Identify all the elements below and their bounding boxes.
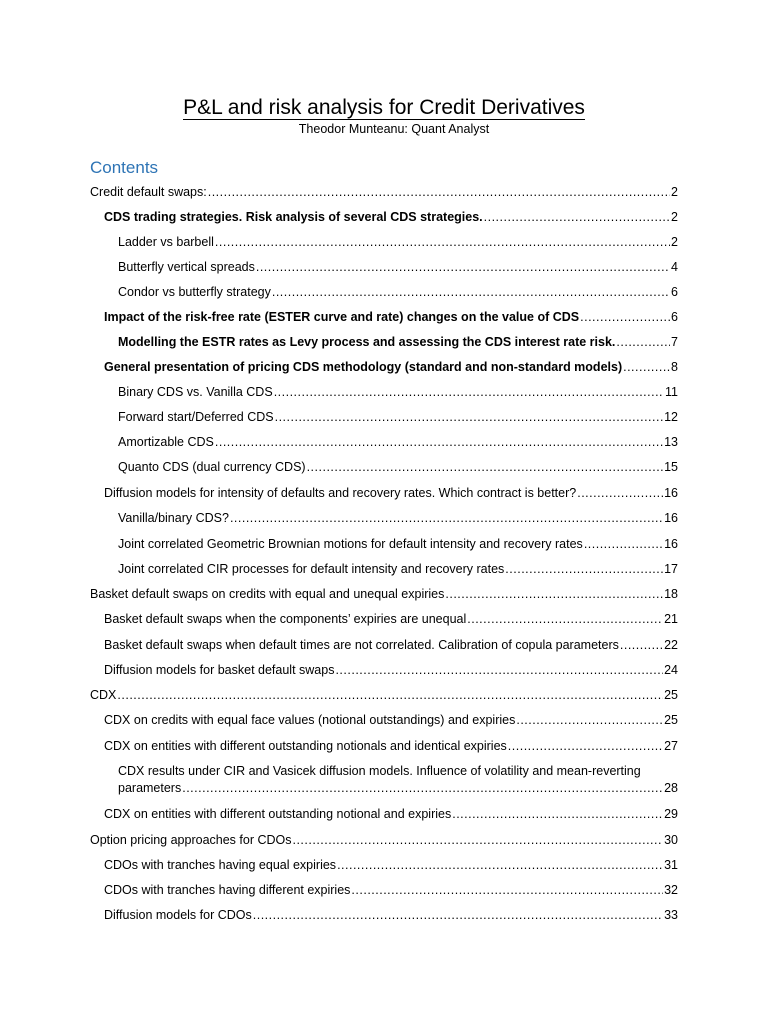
toc-leader-dots: [208, 184, 670, 201]
toc-leader-dots: [452, 806, 663, 823]
toc-leader-dots: [616, 334, 670, 351]
toc-entry[interactable]: [118, 459, 678, 476]
toc-entry[interactable]: [118, 284, 678, 301]
toc-leader-dots: [623, 359, 670, 376]
toc-leader-dots: [577, 485, 663, 502]
toc-entry[interactable]: [90, 687, 678, 704]
toc-leader-dots: [620, 637, 663, 654]
toc-leader-dots: [215, 434, 663, 451]
toc-entry-label: Diffusion models for intensity of defaults and recovery rates. Which contract is better?: [104, 486, 577, 500]
toc-leader-dots: [335, 662, 663, 679]
toc-leader-dots: [292, 832, 663, 849]
toc-leader-dots: [117, 687, 663, 704]
toc-page-number: 16: [664, 511, 678, 525]
toc-entry[interactable]: [118, 561, 678, 578]
toc-leader-dots: [274, 384, 664, 401]
toc-entry[interactable]: [104, 359, 678, 376]
toc-entry[interactable]: [104, 637, 678, 654]
toc-leader-dots: [275, 409, 663, 426]
toc-entry[interactable]: [90, 586, 678, 603]
toc-page-number: 13: [664, 435, 678, 449]
toc-entry-label: General presentation of pricing CDS methodology (standard and non-standard models): [104, 360, 623, 374]
toc-entry-label: Joint correlated CIR processes for default intensity and recovery rates: [118, 562, 505, 576]
toc-entry-label: Butterfly vertical spreads: [118, 260, 255, 274]
toc-page-number: 16: [664, 537, 678, 551]
toc-page-number: 31: [664, 858, 678, 872]
toc-leader-dots: [508, 738, 663, 755]
toc-page-number: 25: [664, 713, 678, 727]
toc-page-number: 33: [664, 908, 678, 922]
toc-leader-dots: [272, 284, 670, 301]
toc-leader-dots: [215, 234, 670, 251]
toc-entry[interactable]: [90, 832, 678, 849]
toc-entry[interactable]: [118, 334, 678, 351]
toc-page-number: 7: [671, 335, 678, 349]
toc-leader-dots: [337, 857, 663, 874]
toc-leader-dots: [516, 712, 663, 729]
toc-entry[interactable]: [104, 309, 678, 326]
toc-entry-wrapped-line[interactable]: CDX results under CIR and Vasicek diffusion models. Influence of volatility and mean-reverting: [118, 764, 641, 778]
toc-entry[interactable]: [104, 712, 678, 729]
toc-entry[interactable]: [118, 536, 678, 553]
toc-entry-label: CDOs with tranches having equal expiries: [104, 858, 337, 872]
toc-entry[interactable]: [104, 907, 678, 924]
toc-entry-label: Joint correlated Geometric Brownian motions for default intensity and recovery rates: [118, 537, 583, 551]
toc-entry-label: Condor vs butterfly strategy: [118, 285, 271, 299]
toc-page-number: 24: [664, 663, 678, 677]
toc-entry-label: Modelling the ESTR rates as Levy process and assessing the CDS interest rate risk.: [118, 335, 616, 349]
toc-leader-dots: [351, 882, 663, 899]
toc-entry-label: Binary CDS vs. Vanilla CDS: [118, 385, 273, 399]
toc-page-number: 12: [664, 410, 678, 424]
document-title: [0, 95, 768, 121]
toc-leader-dots: [307, 459, 664, 476]
toc-entry-label: CDX on entities with different outstanding notional and expiries: [104, 807, 452, 821]
toc-entry[interactable]: [104, 738, 678, 755]
toc-leader-dots: [467, 611, 663, 628]
toc-page-number: 25: [664, 688, 678, 702]
toc-page-number: 2: [671, 235, 678, 249]
document-author: Theodor Munteanu: Quant Analyst: [298, 122, 490, 136]
toc-leader-dots: [182, 780, 663, 797]
toc-page-number: 4: [671, 260, 678, 274]
toc-entry-label: Credit default swaps:: [90, 185, 207, 199]
toc-entry[interactable]: [104, 857, 678, 874]
toc-page-number: 11: [665, 385, 678, 399]
toc-entry[interactable]: [118, 384, 678, 401]
toc-entry[interactable]: [104, 611, 678, 628]
toc-entry[interactable]: [118, 434, 678, 451]
toc-page-number: 32: [664, 883, 678, 897]
toc-entry[interactable]: [104, 209, 678, 226]
toc-entry-label: Basket default swaps when default times are not correlated. Calibration of copula parameters: [104, 638, 619, 652]
toc-entry[interactable]: [118, 510, 678, 527]
toc-entry-label: Ladder vs barbell: [118, 235, 214, 249]
toc-entry[interactable]: [104, 882, 678, 899]
toc-leader-dots: [230, 510, 663, 527]
toc-page-number: 6: [671, 285, 678, 299]
toc-page-number: 29: [664, 807, 678, 821]
toc-leader-dots: [253, 907, 663, 924]
toc-entry-label: Option pricing approaches for CDOs: [90, 833, 292, 847]
contents-heading: Contents: [90, 158, 159, 177]
toc-entry-label: CDX on credits with equal face values (notional outstandings) and expiries: [104, 713, 516, 727]
toc-entry-label: Vanilla/binary CDS?: [118, 511, 229, 525]
toc-page-number: 18: [664, 587, 678, 601]
toc-entry-label: Basket default swaps when the components’ expiries are unequal: [104, 612, 467, 626]
toc-page-number: 27: [664, 739, 678, 753]
toc-leader-dots: [256, 259, 670, 276]
toc-leader-dots: [505, 561, 663, 578]
toc-page-number: 8: [671, 360, 678, 374]
toc-entry[interactable]: [118, 409, 678, 426]
toc-leader-dots: [580, 309, 670, 326]
toc-entry-label: Basket default swaps on credits with equal and unequal expiries: [90, 587, 445, 601]
toc-entry[interactable]: [90, 184, 678, 201]
toc-page-number: 2: [671, 210, 678, 224]
toc-page-number: 21: [664, 612, 678, 626]
toc-entry[interactable]: [118, 259, 678, 276]
toc-leader-dots: [484, 209, 670, 226]
toc-entry-label: CDX: [90, 688, 117, 702]
toc-entry-label: parameters: [118, 781, 182, 795]
toc-entry-label: CDOs with tranches having different expiries: [104, 883, 351, 897]
document-title-text: P&L and risk analysis for Credit Derivatives: [183, 96, 585, 119]
toc-entry[interactable]: [104, 806, 678, 823]
toc-entry[interactable]: [118, 234, 678, 251]
toc-page-number: 30: [664, 833, 678, 847]
toc-leader-dots: [584, 536, 663, 553]
toc-page-number: 22: [664, 638, 678, 652]
toc-leader-dots: [445, 586, 663, 603]
toc-entry-label: Quanto CDS (dual currency CDS): [118, 460, 306, 474]
toc-entry-label: Impact of the risk-free rate (ESTER curve and rate) changes on the value of CDS: [104, 310, 580, 324]
toc-page-number: 2: [671, 185, 678, 199]
toc-entry-label: CDS trading strategies. Risk analysis of several CDS strategies.: [104, 210, 483, 224]
toc-entry[interactable]: [104, 485, 678, 502]
toc-entry[interactable]: [118, 780, 678, 797]
toc-entry-label: Diffusion models for basket default swaps: [104, 663, 335, 677]
toc-page-number: 6: [671, 310, 678, 324]
toc-entry-label: Diffusion models for CDOs: [104, 908, 252, 922]
toc-entry-label: CDX on entities with different outstanding notionals and identical expiries: [104, 739, 507, 753]
toc-page-number: 15: [664, 460, 678, 474]
toc-page-number: 17: [664, 562, 678, 576]
toc-page-number: 28: [664, 781, 678, 795]
toc-page-number: 16: [664, 486, 678, 500]
toc-entry-label: Forward start/Deferred CDS: [118, 410, 274, 424]
toc-entry[interactable]: [104, 662, 678, 679]
toc-entry-label: Amortizable CDS: [118, 435, 214, 449]
